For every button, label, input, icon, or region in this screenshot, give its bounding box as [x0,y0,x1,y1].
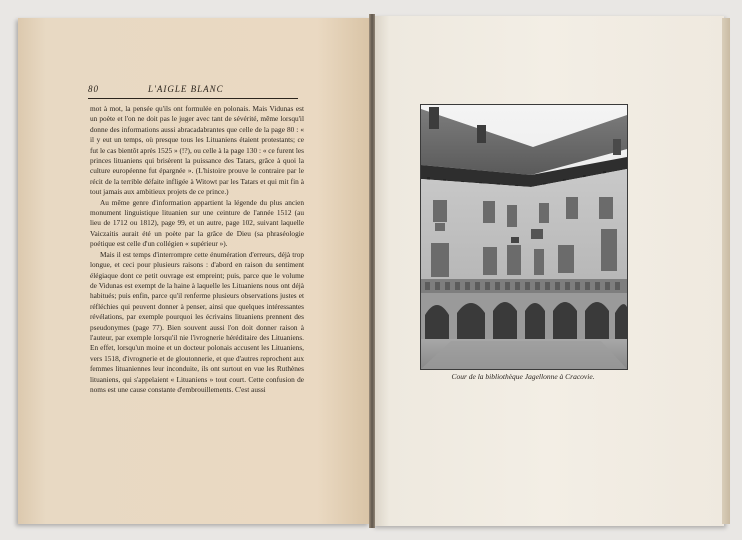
running-header [88,82,298,99]
body-text [90,104,304,395]
page-edge [722,18,730,524]
paragraph: Au même genre d'information appartient la légende du plus ancien monument linguistique lituanien sur une ceinture de l'année 1512 (au lieu de 1712 ou 1812), page 99, et un autre, page 102, suivant laquelle Vaiczaitis aurait été un poète par la grâce de Dieu (sa phraséologie poétique est celle d'un collégien « supérieur »). [90,197,304,249]
page-number: 80 [88,84,99,94]
courtyard-illustration [421,105,627,369]
running-title: L'AIGLE BLANC [148,84,224,94]
photo-caption: Cour de la bibliothèque Jagellonne à Cracovie. [451,372,595,381]
courtyard-photograph [420,104,628,370]
paragraph: Mais il est temps d'interrompre cette énumération d'erreurs, déjà trop longue, et ceci pour plusieurs raisons : d'abord en raison du sentiment élégiaque dont ce petit ouvrage est empreint; puis, parce que le volume de Vidunas est exempt de la haine à laquelle les Lituaniens nous ont déjà habitués; puis enfin, parce qu'il renferme plusieurs observations justes et réfléchies qui peuvent donner à penser, ainsi que quelques intéressantes révélations, par exemple pourquoi les écrivains lituaniens prennent des pseudonymes (page 77). Bien souvent aussi l'on doit donner raison à l'auteur, par exemple lorsqu'il nie l'ivrognerie héréditaire des Lituaniens. En effet, lorsqu'un moine et un docteur polonais accusent les Lituaniens, vers 1518, d'ivrognerie et de gloutonnerie, et que d'autres reprochent aux femmes lituaniennes leur inconduite, ils ont surtout en vue les Ruthènes lituaniens, qui s'appelaient « Lituaniens » tout court. Cette confusion de noms est une cause constante d'embrouillements. C'est aussi [90,249,304,394]
book-gutter [369,14,375,528]
paragraph: mot à mot, la pensée qu'ils ont formulée en polonais. Mais Vidunas est un poète et l'on ne doit pas le juger avec tant de sévérité, même lorsqu'il donne des informations aussi abracadabrantes que celle de la page 80 : « il y eut un temps, où presque tous les Lituaniens étaient protestants; ce fut le cas bientôt après 1525 » (!?), ou celle à la page 130 : « ce furent les princes lituaniens qui brisèrent la puissance des Tatars, grâce à quoi la culture européenne fut épargnée ». (L'histoire prouve le contraire par le récit de la terrible défaite infligée à Witowt par les Tatars et qui mit fin à tout jamais aux ambitieux projets de ce prince.) [90,104,304,197]
